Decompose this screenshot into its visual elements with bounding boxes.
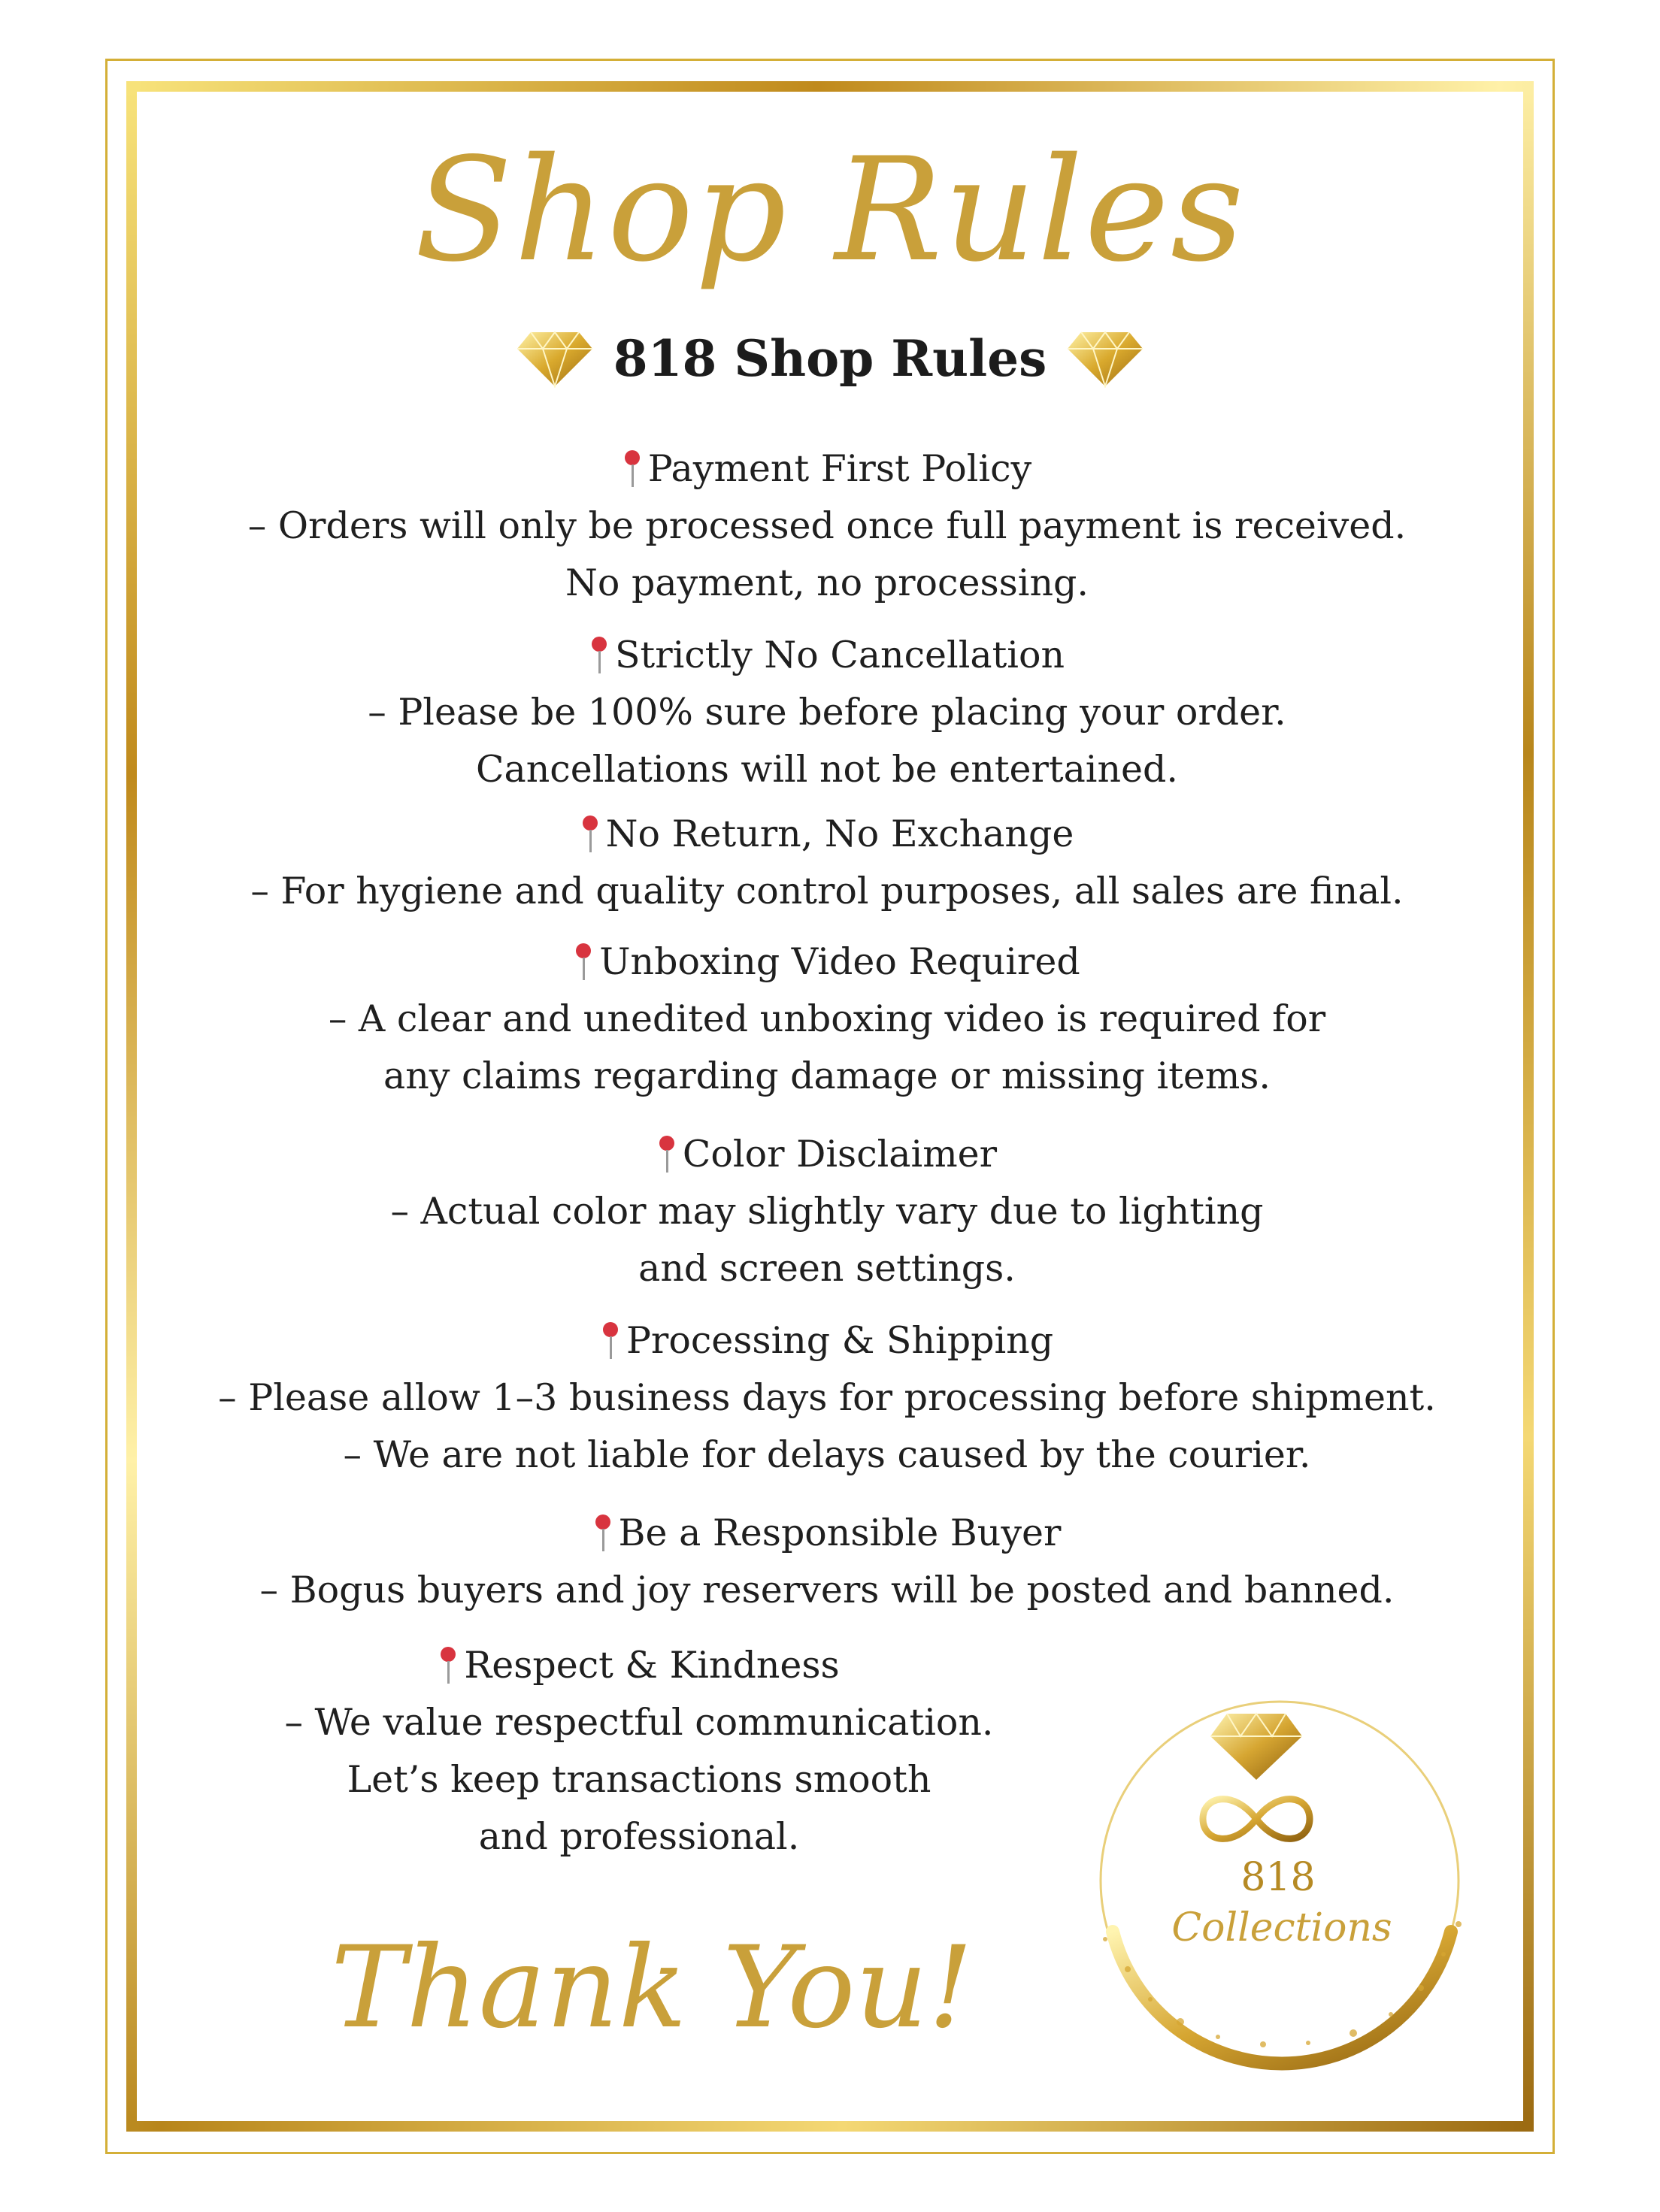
rule-item xyxy=(128,934,1526,1105)
rule-text: – Please allow 1–3 business days for processing before shipment. xyxy=(218,1376,1436,1419)
rule-item xyxy=(226,1637,1053,1866)
rule-text: Let’s keep transactions smooth xyxy=(347,1758,931,1801)
pushpin-icon xyxy=(657,1135,677,1174)
rule-heading: No Return, No Exchange xyxy=(605,812,1074,855)
pushpin-icon xyxy=(622,449,642,489)
rule-text: and screen settings. xyxy=(638,1247,1016,1290)
pushpin-icon xyxy=(438,1646,458,1685)
rule-item xyxy=(128,806,1526,920)
pushpin-icon xyxy=(580,815,600,854)
rule-heading: Payment First Policy xyxy=(647,447,1032,490)
rule-text: – Bogus buyers and joy reservers will be posted and banned. xyxy=(259,1569,1395,1611)
rule-text: – For hygiene and quality control purposes, all sales are final. xyxy=(250,870,1404,912)
rule-text: No payment, no processing. xyxy=(565,561,1089,604)
subtitle: 818 Shop Rules xyxy=(613,329,1047,388)
pushpin-icon xyxy=(574,943,593,982)
rule-item xyxy=(128,440,1526,612)
rule-text: any claims regarding damage or missing items. xyxy=(383,1055,1271,1097)
pushpin-icon xyxy=(593,1514,613,1553)
rule-text: – Actual color may slightly vary due to lighting xyxy=(390,1190,1264,1233)
page-title: Shop Rules xyxy=(414,127,1246,293)
logo-name: Collections xyxy=(1171,1905,1392,1950)
rule-text: – We value respectful communication. xyxy=(284,1701,994,1744)
diamond-icon xyxy=(1066,329,1144,388)
rule-heading: Processing & Shipping xyxy=(626,1319,1054,1362)
logo-number: 818 xyxy=(1240,1855,1316,1900)
rule-text: and professional. xyxy=(478,1815,800,1858)
thank-you-text: Thank You! xyxy=(331,1923,974,2053)
rule-heading: Strictly No Cancellation xyxy=(614,634,1065,676)
rule-item xyxy=(128,1505,1526,1619)
rules-list xyxy=(128,440,1526,1619)
pushpin-icon xyxy=(601,1321,620,1360)
diamond-icon xyxy=(516,329,594,388)
rule-text: – Orders will only be processed once full payment is received. xyxy=(247,504,1407,547)
rule-heading: Unboxing Video Required xyxy=(599,940,1080,983)
rule-item xyxy=(128,1312,1526,1484)
rule-text: – We are not liable for delays caused by the courier. xyxy=(343,1433,1311,1476)
rule-text: – Please be 100% sure before placing your order. xyxy=(368,691,1286,734)
rule-heading: Be a Responsible Buyer xyxy=(618,1511,1062,1554)
rule-text: Cancellations will not be entertained. xyxy=(476,748,1178,791)
rule-heading: Color Disclaimer xyxy=(682,1133,998,1176)
subtitle-row xyxy=(0,329,1660,388)
rule-text: – A clear and unedited unboxing video is required for xyxy=(328,997,1326,1040)
rule-heading: Respect & Kindness xyxy=(464,1644,840,1687)
rule-item xyxy=(128,1126,1526,1297)
pushpin-icon xyxy=(589,636,609,675)
rule-item xyxy=(128,627,1526,798)
